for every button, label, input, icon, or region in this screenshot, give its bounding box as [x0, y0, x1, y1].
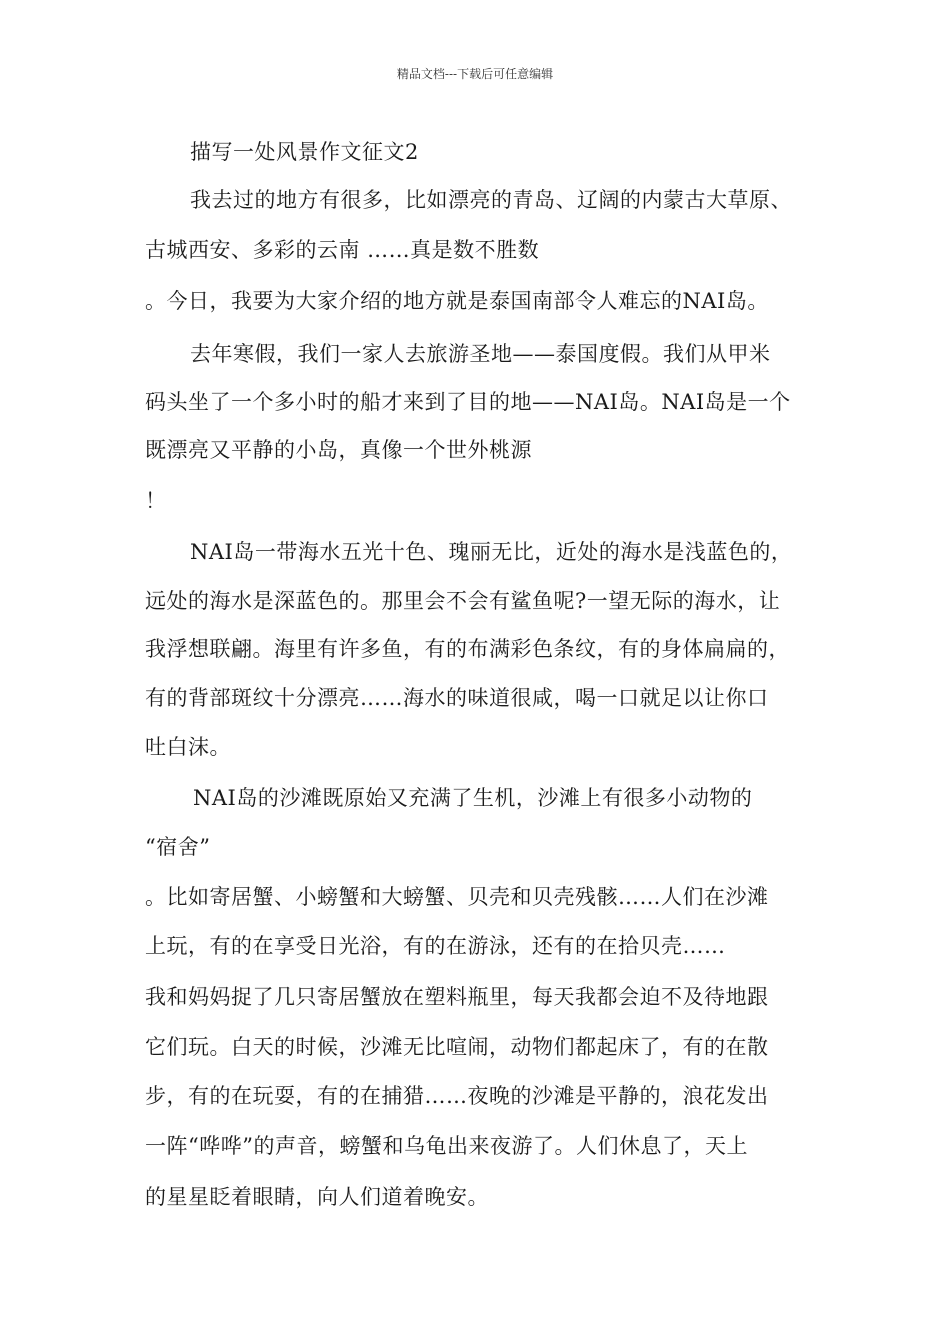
text-line: 我和妈妈捉了几只寄居蟹放在塑料瓶里，每天我都会迫不及待地跟	[145, 985, 769, 1009]
text-line: 我浮想联翩。海里有许多鱼，有的布满彩色条纹，有的身体扁扁的，	[145, 637, 790, 661]
text-line: 吐白沫。	[145, 735, 231, 759]
page-header: 精品文档---下载后可任意编辑	[396, 67, 554, 81]
text-line: 上玩，有的在享受日光浴，有的在游泳，还有的在拾贝壳……	[145, 934, 726, 958]
text-line: NAI岛一带海水五光十色、瑰丽无比，近处的海水是浅蓝色的，	[190, 540, 793, 564]
text-line: 的星星眨着眼睛，向人们道着晚安。	[145, 1185, 489, 1209]
text-line: 步，有的在玩耍，有的在捕猎……夜晚的沙滩是平静的，浪花发出	[145, 1084, 769, 1108]
document-title: 描写一处风景作文征文2	[190, 140, 419, 164]
text-line: 。比如寄居蟹、小螃蟹和大螃蟹、贝壳和贝壳残骸……人们在沙滩	[145, 885, 769, 909]
text-line: 码头坐了一个多小时的船才来到了目的地——NAI岛。NAI岛是一个	[145, 390, 791, 414]
text-line: “宿舍”	[145, 835, 211, 859]
text-line: 。今日，我要为大家介绍的地方就是泰国南部令人难忘的NAI岛。	[145, 289, 769, 313]
text-line: 既漂亮又平静的小岛，真像一个世外桃源	[145, 438, 532, 462]
text-line: ！	[145, 489, 167, 513]
text-line: 去年寒假，我们一家人去旅游圣地——泰国度假。我们从甲米	[190, 342, 771, 366]
text-line: 我去过的地方有很多，比如漂亮的青岛、辽阔的内蒙古大草原、	[190, 188, 792, 212]
text-line: 一阵“哗哗”的声音，螃蟹和乌龟出来夜游了。人们休息了，天上	[145, 1134, 748, 1158]
text-line: 古城西安、多彩的云南 ……真是数不胜数	[145, 238, 540, 262]
text-line: 有的背部斑纹十分漂亮……海水的味道很咸，喝一口就足以让你口	[145, 686, 769, 710]
text-line: NAI岛的沙滩既原始又充满了生机，沙滩上有很多小动物的	[193, 786, 753, 810]
text-line: 它们玩。白天的时候，沙滩无比喧闹，动物们都起床了，有的在散	[145, 1035, 769, 1059]
text-line: 远处的海水是深蓝色的。那里会不会有鲨鱼呢?一望无际的海水，让	[145, 589, 781, 613]
